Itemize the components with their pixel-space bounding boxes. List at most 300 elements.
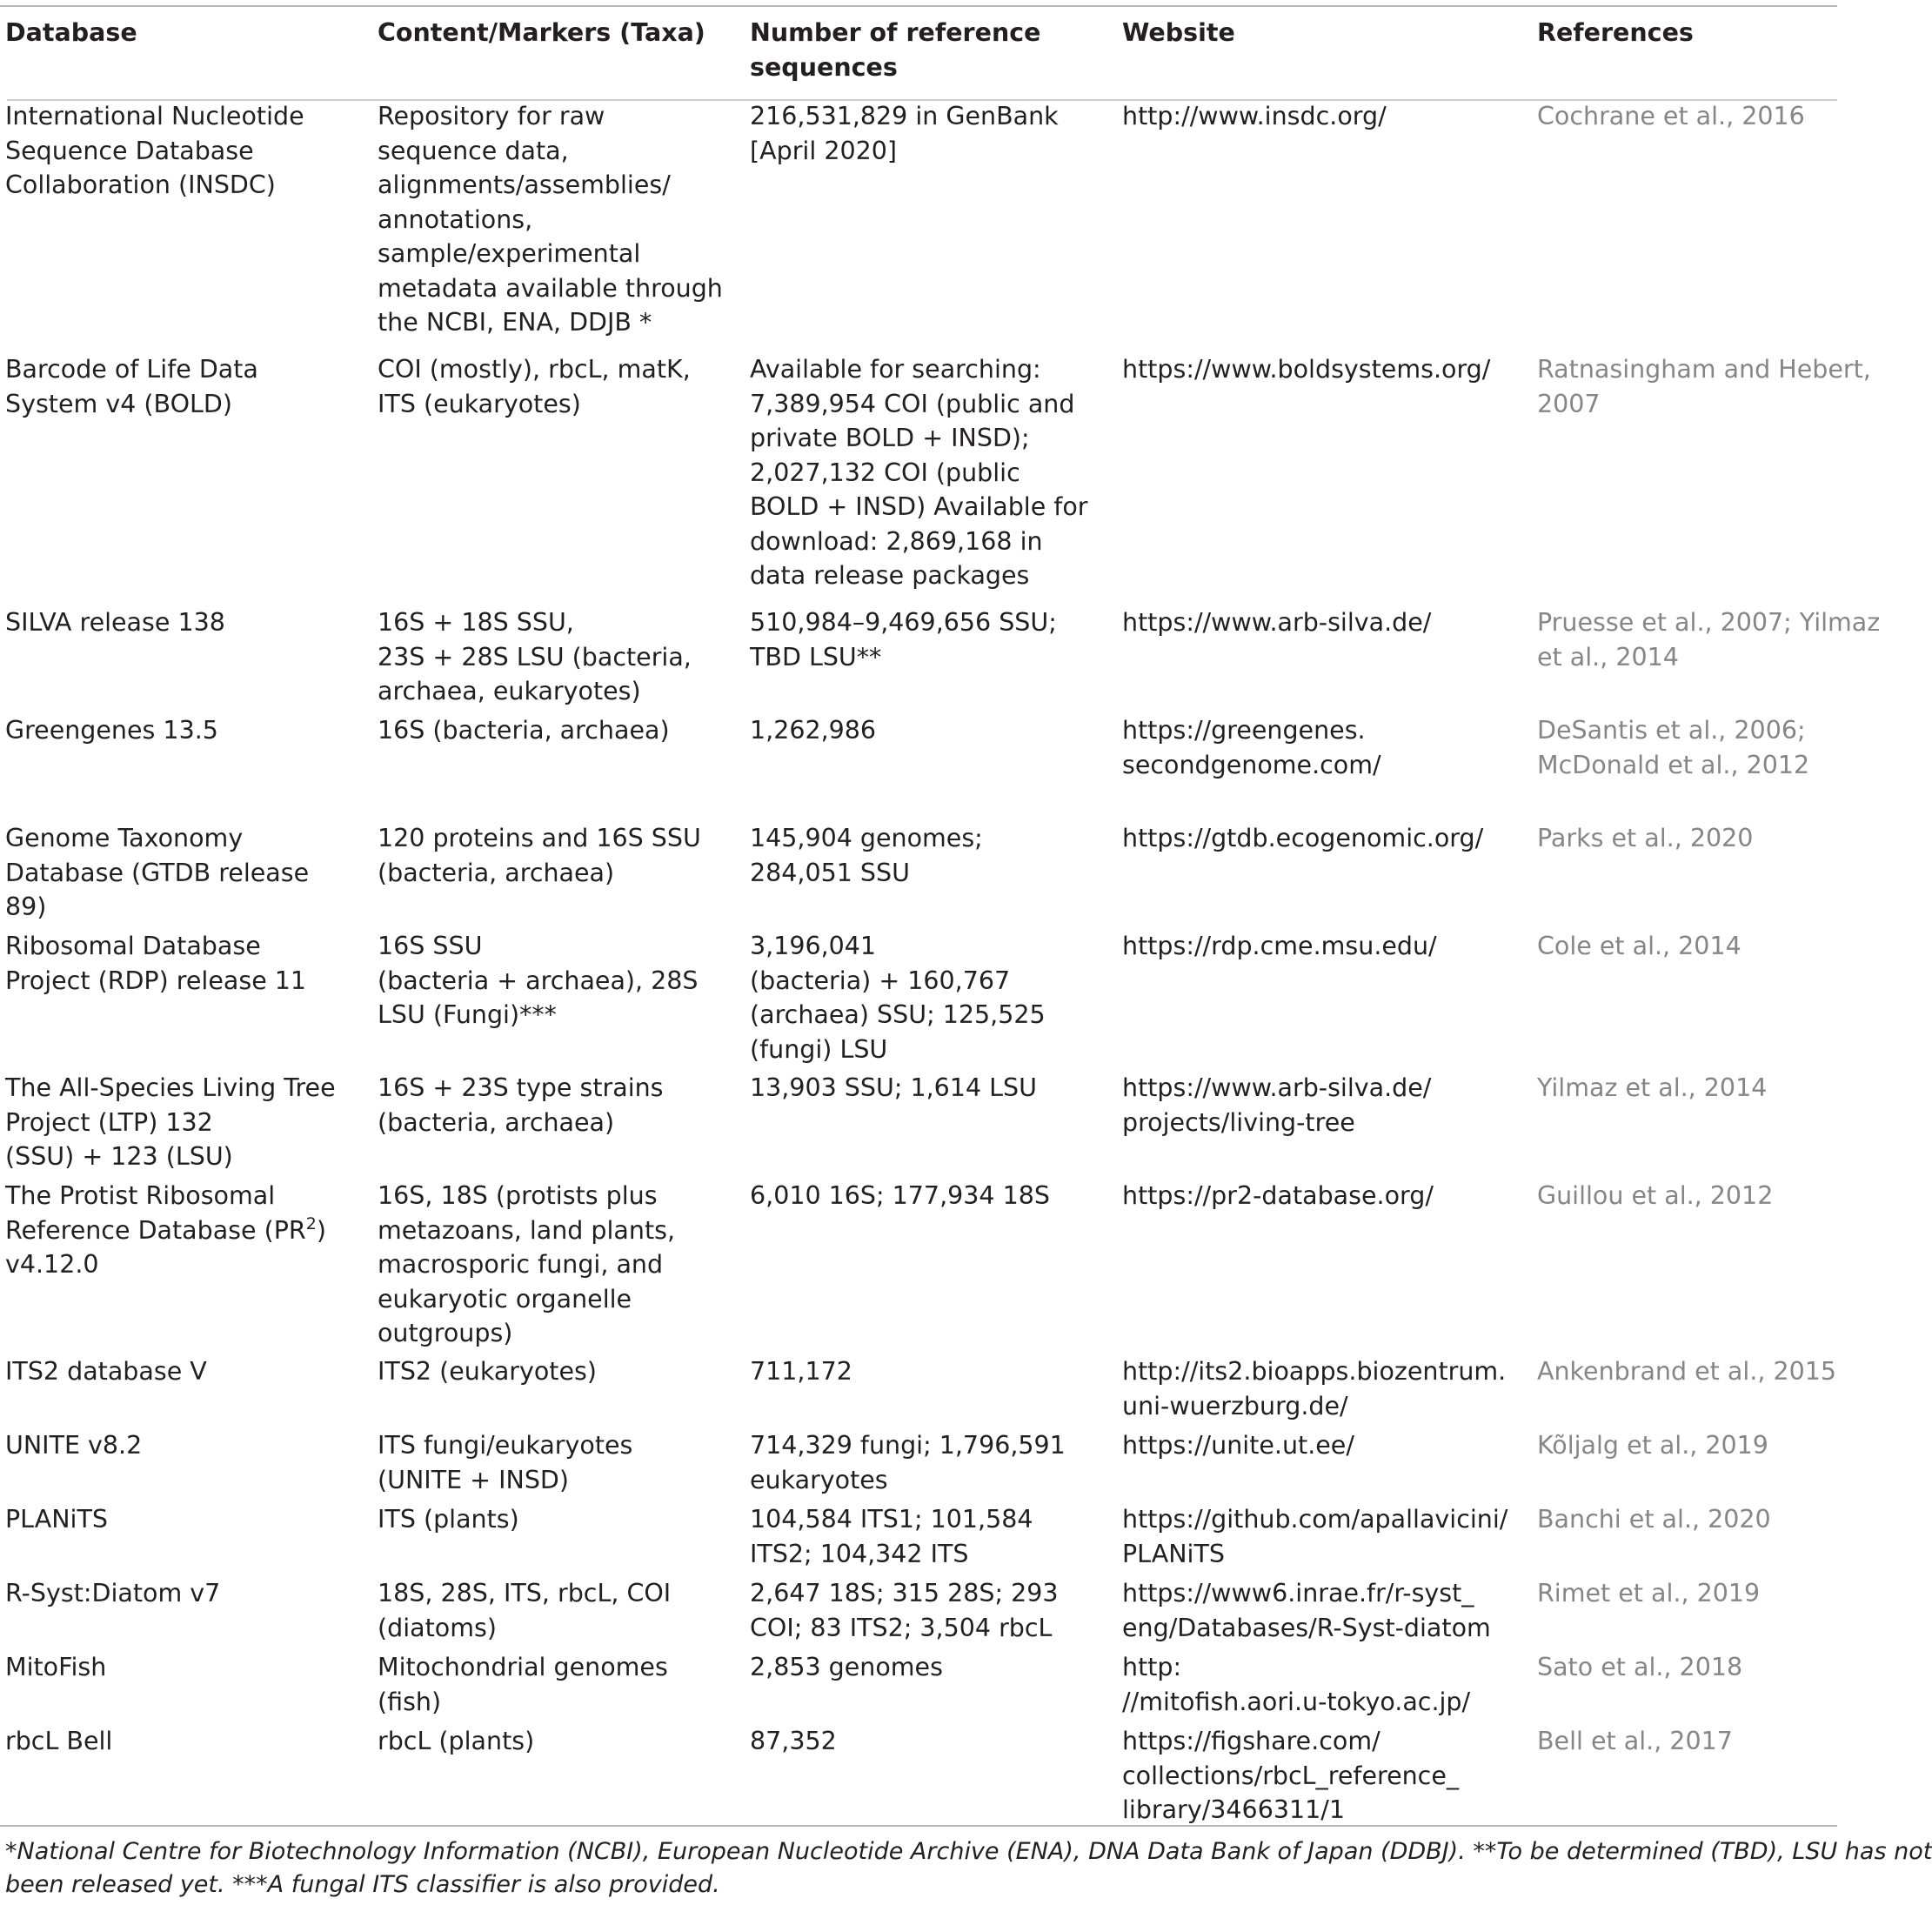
cell-content bbox=[372, 713, 745, 821]
cell-database bbox=[0, 1724, 372, 1832]
cell-website bbox=[1117, 1428, 1532, 1502]
cell-line bbox=[5, 1213, 365, 1248]
cell-database bbox=[0, 1502, 372, 1576]
cell-text: 145,904 genomes; bbox=[750, 824, 983, 852]
cell-number bbox=[745, 713, 1117, 821]
cell-text: COI; 83 ITS2; 3,504 rbcL bbox=[750, 1613, 1053, 1642]
table-body bbox=[0, 99, 1881, 1832]
cell-line bbox=[5, 1071, 365, 1106]
cell-references bbox=[1532, 1428, 1837, 1502]
table-row bbox=[0, 929, 1837, 1071]
cell-content bbox=[372, 1428, 745, 1502]
header-number bbox=[745, 12, 1117, 99]
cell-line bbox=[750, 821, 1110, 856]
cell-text: System v4 (BOLD) bbox=[5, 389, 232, 418]
cell-line bbox=[750, 456, 1110, 491]
cell-text: LSU (Fungi)*** bbox=[378, 1000, 557, 1029]
cell-line bbox=[1122, 1071, 1525, 1106]
cell-website bbox=[1117, 1724, 1532, 1832]
cell-database bbox=[0, 1071, 372, 1179]
header-row bbox=[0, 12, 1837, 99]
cell-text: R-Syst:Diatom v7 bbox=[5, 1579, 221, 1608]
cell-text: ITS (eukaryotes) bbox=[378, 389, 581, 418]
cell-text: Ankenbrand et al., 2015 bbox=[1537, 1357, 1836, 1386]
cell-text: Banchi et al., 2020 bbox=[1537, 1505, 1771, 1534]
cell-line bbox=[5, 821, 365, 856]
cell-line bbox=[1122, 1611, 1525, 1646]
cell-line bbox=[1537, 387, 1830, 422]
cell-text: private BOLD + INSD); bbox=[750, 424, 1030, 452]
cell-line bbox=[378, 998, 738, 1033]
cell-text: Guillou et al., 2012 bbox=[1537, 1181, 1774, 1210]
cell-text: sequence data, bbox=[378, 136, 569, 165]
database-table bbox=[0, 12, 1881, 1832]
cell-line bbox=[750, 421, 1110, 456]
cell-text: http: bbox=[1122, 1653, 1182, 1681]
cell-references bbox=[1532, 352, 1871, 605]
cell-content bbox=[372, 1071, 745, 1179]
cell-line bbox=[1122, 1576, 1525, 1611]
cell-line bbox=[378, 1463, 738, 1498]
cell-line bbox=[1537, 352, 1871, 387]
table-row bbox=[0, 1650, 1837, 1724]
cell-text: secondgenome.com/ bbox=[1122, 750, 1381, 779]
cell-website bbox=[1117, 929, 1532, 1071]
header-number-line: sequences bbox=[750, 53, 898, 82]
cell-line bbox=[378, 1724, 738, 1759]
cell-text: http://its2.bioapps.biozentrum. bbox=[1122, 1357, 1507, 1386]
cell-line bbox=[378, 1428, 738, 1463]
cell-text: DeSantis et al., 2006; bbox=[1537, 716, 1806, 745]
cell-line bbox=[1122, 1759, 1525, 1794]
cell-text: https://gtdb.ecogenomic.org/ bbox=[1122, 824, 1484, 852]
cell-text: (fungi) LSU bbox=[750, 1034, 888, 1064]
cell-text: ITS2 database V bbox=[5, 1357, 207, 1386]
cell-line bbox=[1122, 1354, 1525, 1389]
cell-text: 16S + 18S SSU, bbox=[378, 608, 574, 637]
cell-line bbox=[750, 490, 1110, 525]
cell-text: 16S SSU bbox=[378, 932, 483, 960]
cell-line bbox=[5, 1576, 365, 1611]
cell-number bbox=[745, 352, 1117, 605]
cell-text: 23S + 28S LSU (bacteria, bbox=[378, 642, 692, 672]
cell-text: 16S (bacteria, archaea) bbox=[378, 716, 670, 745]
cell-text: Cole et al., 2014 bbox=[1537, 932, 1741, 960]
cell-text: 284,051 SSU bbox=[750, 858, 910, 887]
cell-text: collections/rbcL_reference_ bbox=[1122, 1761, 1460, 1790]
cell-text: Bell et al., 2017 bbox=[1537, 1727, 1733, 1755]
cell-line bbox=[5, 713, 365, 748]
cell-line bbox=[378, 605, 738, 640]
cell-line bbox=[378, 1576, 738, 1611]
cell-line bbox=[1122, 1537, 1525, 1572]
cell-content bbox=[372, 605, 745, 713]
cell-line bbox=[5, 1179, 365, 1213]
footnote-line: been released yet. ***A fungal ITS classifier is also provided. bbox=[5, 1871, 720, 1898]
cell-content bbox=[372, 1724, 745, 1832]
cell-line bbox=[1537, 1179, 1830, 1213]
cell-text: (bacteria, archaea) bbox=[378, 1107, 615, 1137]
cell-text: BOLD + INSD) Available for bbox=[750, 492, 1088, 521]
cell-references bbox=[1532, 713, 1837, 821]
cell-line bbox=[378, 1247, 738, 1282]
cell-text: Rimet et al., 2019 bbox=[1537, 1579, 1761, 1608]
cell-line bbox=[378, 964, 738, 999]
cell-line bbox=[378, 305, 738, 340]
cell-text: Mitochondrial genomes bbox=[378, 1653, 668, 1681]
cell-text: 216,531,829 in GenBank bbox=[750, 102, 1059, 130]
cell-line bbox=[1122, 352, 1525, 387]
cell-text: 87,352 bbox=[750, 1727, 837, 1755]
cell-content bbox=[372, 821, 745, 929]
cell-line bbox=[5, 1106, 365, 1140]
cell-line bbox=[1122, 1724, 1525, 1759]
cell-text: Genome Taxonomy bbox=[5, 824, 244, 852]
cell-number bbox=[745, 1428, 1117, 1502]
cell-number bbox=[745, 99, 1117, 352]
cell-line bbox=[1537, 748, 1830, 783]
cell-text: Sato et al., 2018 bbox=[1537, 1653, 1743, 1681]
cell-number bbox=[745, 1354, 1117, 1428]
cell-text: Database (GTDB release bbox=[5, 858, 310, 887]
cell-text: Pruesse et al., 2007; Yilmaz bbox=[1537, 608, 1881, 637]
cell-text: 2,853 genomes bbox=[750, 1653, 943, 1681]
cell-text: https://rdp.cme.msu.edu/ bbox=[1122, 932, 1437, 960]
cell-text: library/3466311/1 bbox=[1122, 1795, 1345, 1824]
cell-line bbox=[750, 929, 1110, 964]
superscript: 2 bbox=[305, 1213, 317, 1233]
table-header bbox=[0, 12, 1837, 99]
cell-text: Project (LTP) 132 bbox=[5, 1107, 213, 1137]
cell-number bbox=[745, 605, 1117, 713]
cell-line bbox=[1537, 1502, 1830, 1537]
cell-line bbox=[378, 1354, 738, 1389]
cell-line bbox=[750, 964, 1110, 999]
cell-line bbox=[750, 525, 1110, 559]
cell-content bbox=[372, 1354, 745, 1428]
cell-line bbox=[1537, 1576, 1830, 1611]
cell-line bbox=[5, 1428, 365, 1463]
cell-text: archaea, eukaryotes) bbox=[378, 677, 641, 705]
footnote-line: *National Centre for Biotechnology Information (NCBI), European Nucleotide Archive (ENA), DNA Data Bank of Japan (DDBJ). **To be determined (TBD), LSU has not bbox=[5, 1838, 1932, 1865]
cell-number bbox=[745, 1576, 1117, 1650]
cell-website bbox=[1117, 713, 1532, 821]
cell-text: http://www.insdc.org/ bbox=[1122, 102, 1387, 130]
cell-line bbox=[5, 1724, 365, 1759]
cell-line bbox=[1122, 1389, 1525, 1424]
cell-line bbox=[750, 1354, 1110, 1389]
cell-database bbox=[0, 1650, 372, 1724]
cell-text: 711,172 bbox=[750, 1357, 852, 1386]
cell-line bbox=[1537, 1724, 1830, 1759]
cell-line bbox=[750, 1611, 1110, 1646]
cell-line bbox=[1537, 821, 1830, 856]
cell-text: SILVA release 138 bbox=[5, 608, 225, 637]
header-database: Database bbox=[5, 18, 137, 47]
cell-text: ) bbox=[316, 1215, 326, 1245]
cell-line bbox=[750, 998, 1110, 1033]
cell-text: Project (RDP) release 11 bbox=[5, 966, 307, 995]
cell-text: Parks et al., 2020 bbox=[1537, 824, 1754, 852]
cell-references bbox=[1532, 1179, 1837, 1354]
cell-text: https://www6.inrae.fr/r-syst_ bbox=[1122, 1579, 1474, 1608]
cell-text: ITS (plants) bbox=[378, 1505, 519, 1534]
cell-line bbox=[5, 964, 365, 999]
cell-line bbox=[750, 640, 1110, 675]
cell-line bbox=[1537, 640, 1830, 675]
cell-references bbox=[1532, 821, 1837, 929]
cell-text: (UNITE + INSD) bbox=[378, 1465, 569, 1494]
table-row bbox=[0, 605, 1837, 713]
cell-line bbox=[378, 1685, 738, 1720]
cell-line bbox=[1122, 1793, 1525, 1828]
cell-line bbox=[750, 1033, 1110, 1067]
cell-line bbox=[378, 271, 738, 306]
cell-website bbox=[1117, 1071, 1532, 1179]
cell-line bbox=[378, 387, 738, 422]
cell-text: //mitofish.aori.u-tokyo.ac.jp/ bbox=[1122, 1687, 1471, 1716]
cell-text: 3,196,041 bbox=[750, 932, 877, 960]
cell-content bbox=[372, 929, 745, 1071]
cell-line bbox=[378, 99, 738, 134]
cell-references bbox=[1532, 1071, 1837, 1179]
cell-line bbox=[1537, 605, 1881, 640]
cell-line bbox=[1122, 1685, 1525, 1720]
cell-text: COI (mostly), rbcL, matK, bbox=[378, 355, 691, 384]
cell-references bbox=[1532, 605, 1881, 713]
table-row bbox=[0, 99, 1837, 352]
cell-line bbox=[750, 99, 1110, 134]
header-references: References bbox=[1537, 18, 1694, 47]
cell-line bbox=[750, 387, 1110, 422]
cell-line bbox=[1122, 821, 1525, 856]
cell-text: 714,329 fungi; 1,796,591 bbox=[750, 1431, 1066, 1460]
cell-line bbox=[1537, 1354, 1836, 1389]
cell-line bbox=[750, 1537, 1110, 1572]
cell-text: 120 proteins and 16S SSU bbox=[378, 824, 701, 852]
cell-text: Greengenes 13.5 bbox=[5, 716, 218, 745]
cell-line bbox=[750, 1179, 1110, 1213]
cell-line bbox=[1537, 99, 1830, 134]
cell-line bbox=[750, 352, 1110, 387]
cell-line bbox=[1122, 605, 1525, 640]
cell-line bbox=[378, 821, 738, 856]
cell-number bbox=[745, 929, 1117, 1071]
cell-line bbox=[378, 203, 738, 237]
table-row bbox=[0, 1428, 1837, 1502]
cell-text: 13,903 SSU; 1,614 LSU bbox=[750, 1073, 1037, 1102]
cell-line bbox=[1122, 1428, 1525, 1463]
cell-text: metadata available through bbox=[378, 273, 723, 303]
cell-content bbox=[372, 1502, 745, 1576]
cell-line bbox=[378, 134, 738, 169]
cell-text: ITS fungi/eukaryotes bbox=[378, 1431, 633, 1460]
cell-text: https://greengenes. bbox=[1122, 716, 1366, 745]
cell-database bbox=[0, 352, 372, 605]
cell-text: download: 2,869,168 in bbox=[750, 526, 1043, 556]
table-bottom-rule bbox=[0, 1825, 1837, 1827]
cell-text: (archaea) SSU; 125,525 bbox=[750, 1000, 1046, 1029]
cell-line bbox=[5, 890, 365, 925]
cell-line bbox=[750, 1650, 1110, 1685]
cell-text: https://www.boldsystems.org/ bbox=[1122, 355, 1491, 384]
cell-references bbox=[1532, 1502, 1837, 1576]
cell-line bbox=[5, 1502, 365, 1537]
table-row bbox=[0, 1179, 1837, 1354]
cell-text: 6,010 16S; 177,934 18S bbox=[750, 1181, 1050, 1210]
cell-line bbox=[1122, 1502, 1525, 1537]
cell-line bbox=[750, 1724, 1110, 1759]
cell-text: macrosporic fungi, and bbox=[378, 1250, 664, 1279]
cell-line bbox=[5, 1354, 365, 1389]
cell-line bbox=[750, 1463, 1110, 1498]
cell-text: 7,389,954 COI (public and bbox=[750, 389, 1075, 418]
cell-text: 18S, 28S, ITS, rbcL, COI bbox=[378, 1579, 672, 1608]
cell-text: data release packages bbox=[750, 561, 1030, 590]
cell-text: (SSU) + 123 (LSU) bbox=[5, 1142, 233, 1171]
table-row bbox=[0, 1576, 1837, 1650]
table-top-rule bbox=[0, 5, 1837, 7]
cell-text: [April 2020] bbox=[750, 136, 897, 165]
cell-text: 16S + 23S type strains bbox=[378, 1073, 664, 1102]
cell-text: v4.12.0 bbox=[5, 1250, 99, 1279]
cell-line bbox=[5, 856, 365, 891]
cell-text: Reference Database (PR bbox=[5, 1215, 306, 1245]
cell-number bbox=[745, 1724, 1117, 1832]
cell-line bbox=[378, 1282, 738, 1317]
cell-number bbox=[745, 1071, 1117, 1179]
cell-references bbox=[1532, 1724, 1837, 1832]
cell-text: sample/experimental bbox=[378, 239, 641, 268]
cell-text: Cochrane et al., 2016 bbox=[1537, 102, 1805, 130]
cell-text: Sequence Database bbox=[5, 136, 254, 165]
cell-text: rbcL Bell bbox=[5, 1727, 113, 1755]
cell-text: MitoFish bbox=[5, 1653, 107, 1681]
cell-line bbox=[750, 713, 1110, 748]
cell-text: https://figshare.com/ bbox=[1122, 1727, 1380, 1755]
table-row bbox=[0, 713, 1837, 821]
cell-line bbox=[378, 856, 738, 891]
cell-line bbox=[1122, 748, 1525, 783]
cell-line bbox=[378, 1071, 738, 1106]
cell-text: et al., 2014 bbox=[1537, 642, 1679, 672]
cell-line bbox=[1122, 1650, 1525, 1685]
table-footnote bbox=[5, 1835, 1932, 1902]
cell-line bbox=[378, 168, 738, 203]
table-row bbox=[0, 1354, 1837, 1428]
cell-database bbox=[0, 99, 372, 352]
cell-text: UNITE v8.2 bbox=[5, 1431, 143, 1460]
cell-number bbox=[745, 1650, 1117, 1724]
cell-text: Ratnasingham and Hebert, bbox=[1537, 355, 1871, 384]
cell-text: International Nucleotide bbox=[5, 102, 304, 130]
cell-line bbox=[5, 1247, 365, 1282]
cell-text: ITS2; 104,342 ITS bbox=[750, 1539, 969, 1568]
cell-database bbox=[0, 1576, 372, 1650]
cell-line bbox=[5, 99, 365, 134]
cell-content bbox=[372, 1179, 745, 1354]
cell-text: rbcL (plants) bbox=[378, 1727, 535, 1755]
cell-text: (bacteria + archaea), 28S bbox=[378, 966, 699, 995]
cell-line bbox=[378, 1106, 738, 1140]
cell-text: annotations, bbox=[378, 204, 533, 234]
cell-line bbox=[5, 352, 365, 387]
cell-line bbox=[1122, 1179, 1525, 1213]
cell-text: https://github.com/apallavicini/ bbox=[1122, 1505, 1508, 1534]
cell-text: metazoans, land plants, bbox=[378, 1215, 676, 1245]
cell-references bbox=[1532, 1650, 1837, 1724]
cell-line bbox=[5, 168, 365, 203]
cell-website bbox=[1117, 1650, 1532, 1724]
cell-website bbox=[1117, 99, 1532, 352]
cell-content bbox=[372, 1576, 745, 1650]
cell-line bbox=[378, 1502, 738, 1537]
cell-number bbox=[745, 1179, 1117, 1354]
cell-line bbox=[1122, 99, 1525, 134]
cell-website bbox=[1117, 821, 1532, 929]
cell-text: projects/living-tree bbox=[1122, 1107, 1355, 1137]
cell-text: eukaryotes bbox=[750, 1465, 888, 1494]
cell-content bbox=[372, 99, 745, 352]
cell-line bbox=[750, 1428, 1110, 1463]
cell-line bbox=[5, 387, 365, 422]
cell-text: 16S, 18S (protists plus bbox=[378, 1181, 658, 1210]
cell-line bbox=[378, 1316, 738, 1351]
cell-text: eukaryotic organelle bbox=[378, 1284, 632, 1313]
cell-text: 1,262,986 bbox=[750, 716, 877, 745]
cell-text: (bacteria) + 160,767 bbox=[750, 966, 1011, 995]
cell-text: TBD LSU** bbox=[750, 642, 882, 672]
cell-text: https://pr2-database.org/ bbox=[1122, 1181, 1434, 1210]
cell-line bbox=[5, 1650, 365, 1685]
cell-database bbox=[0, 1428, 372, 1502]
cell-database bbox=[0, 1179, 372, 1354]
cell-line bbox=[378, 352, 738, 387]
cell-text: PLANiTS bbox=[5, 1505, 108, 1534]
cell-database bbox=[0, 929, 372, 1071]
table-row bbox=[0, 1724, 1837, 1832]
cell-line bbox=[1122, 929, 1525, 964]
cell-line bbox=[750, 605, 1110, 640]
cell-text: Available for searching: bbox=[750, 355, 1041, 384]
cell-line bbox=[750, 134, 1110, 169]
cell-line bbox=[378, 1213, 738, 1248]
cell-text: uni-wuerzburg.de/ bbox=[1122, 1391, 1348, 1420]
header-website: Website bbox=[1122, 18, 1235, 47]
cell-line bbox=[378, 237, 738, 271]
cell-line bbox=[1537, 929, 1830, 964]
cell-number bbox=[745, 1502, 1117, 1576]
table-row bbox=[0, 1502, 1837, 1576]
cell-content bbox=[372, 352, 745, 605]
cell-line bbox=[1537, 1428, 1830, 1463]
cell-line bbox=[378, 1650, 738, 1685]
cell-text: 2,027,132 COI (public bbox=[750, 458, 1020, 487]
cell-text: the NCBI, ENA, DDJB * bbox=[378, 308, 652, 337]
cell-line bbox=[378, 1611, 738, 1646]
cell-text: PLANiTS bbox=[1122, 1539, 1225, 1568]
cell-line bbox=[5, 1140, 365, 1174]
cell-text: https://unite.ut.ee/ bbox=[1122, 1431, 1354, 1460]
cell-line bbox=[1122, 713, 1525, 748]
cell-website bbox=[1117, 1354, 1532, 1428]
cell-line bbox=[378, 713, 738, 748]
cell-website bbox=[1117, 605, 1532, 713]
cell-text: 510,984–9,469,656 SSU; bbox=[750, 608, 1057, 637]
cell-text: Collaboration (INSDC) bbox=[5, 170, 276, 199]
cell-references bbox=[1532, 929, 1837, 1071]
cell-text: outgroups) bbox=[378, 1319, 513, 1347]
